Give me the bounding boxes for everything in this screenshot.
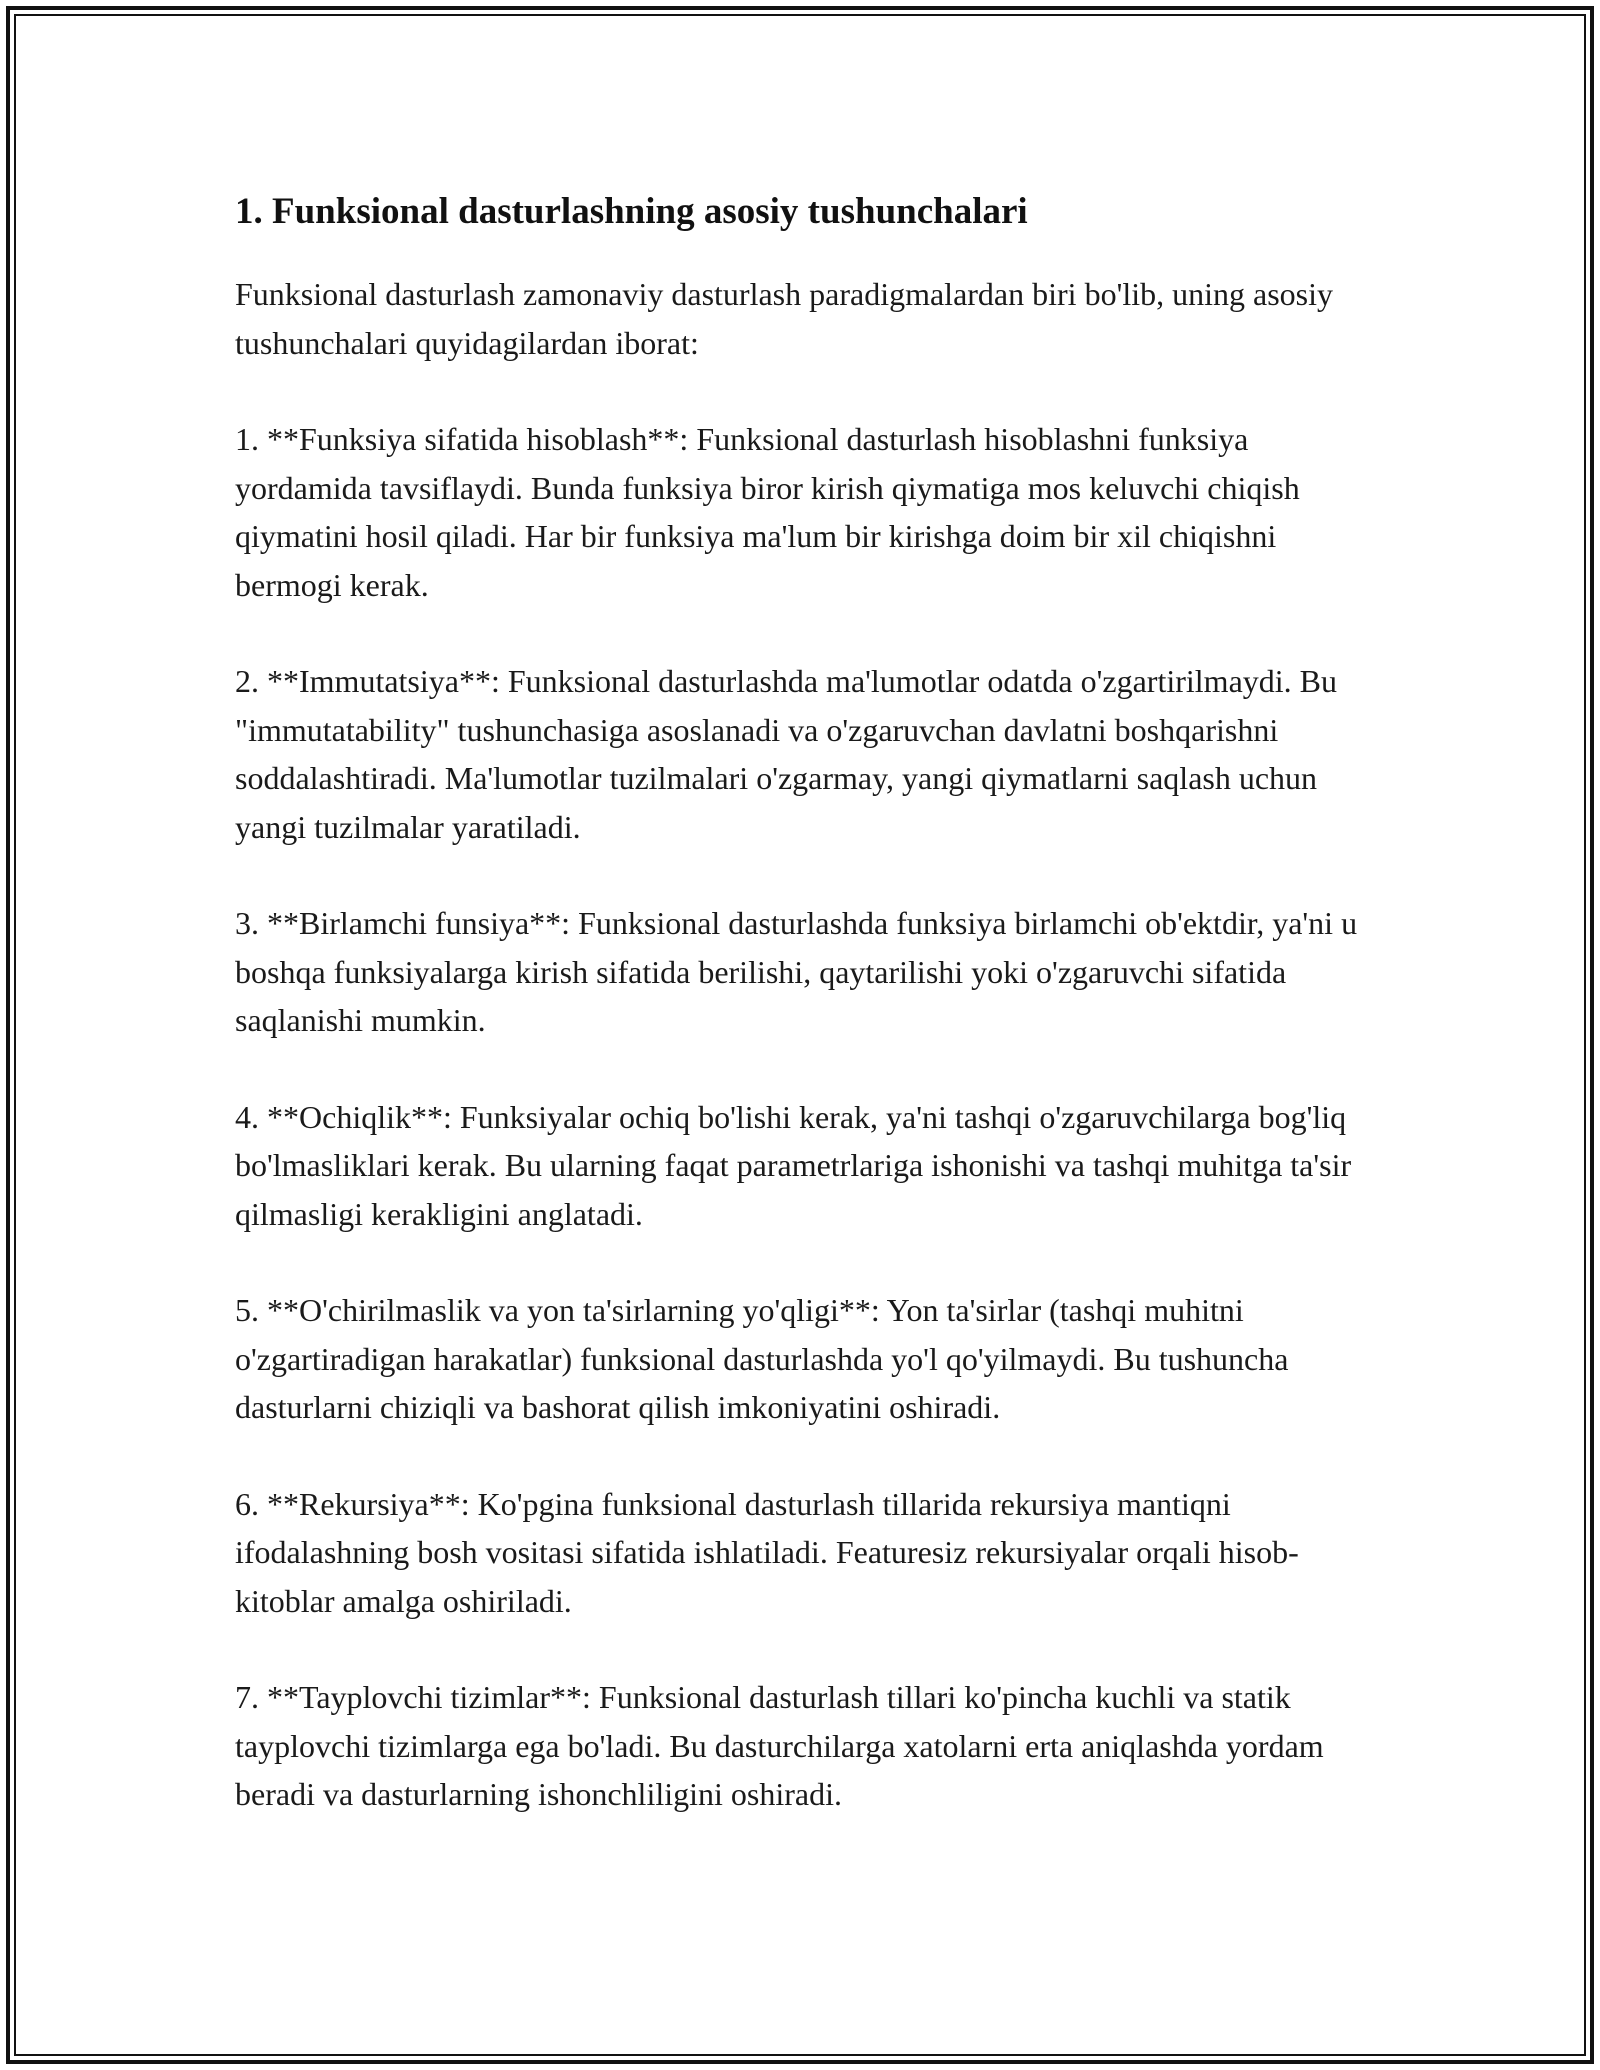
- item-paragraph-3: 3. **Birlamchi funsiya**: Funksional dasturlashda funksiya birlamchi ob'ektdir, ya'ni u boshqa funksiyalarga kirish sifatida berilishi, qaytarilishi yoki o'zgaruvchi sifatida saqlanishi mumkin.: [235, 905, 1358, 1038]
- document-heading: 1. Funksional dasturlashning asosiy tushunchalari: [235, 191, 1028, 232]
- intro-paragraph: Funksional dasturlash zamonaviy dasturlash paradigmalardan biri bo'lib, uning asosiy tushunchalari quyidagilardan iborat:: [235, 276, 1333, 361]
- document-body: [235, 184, 1365, 1867]
- item-paragraph-5: 5. **O'chirilmaslik va yon ta'sirlarning yo'qligi**: Yon ta'sirlar (tashqi muhitni o'zgartiradigan harakatlar) funksional dasturlashda yo'l qo'yilmaydi. Bu tushuncha dasturlarni chiziqli va bashorat qilish imkoniyatini oshiradi.: [235, 1292, 1289, 1425]
- item-paragraph-6: 6. **Rekursiya**: Ko'pgina funksional dasturlash tillarida rekursiya mantiqni ifodalashning bosh vositasi sifatida ishlatiladi. Featuresiz rekursiyalar orqali hisob-kitoblar amalga oshiriladi.: [235, 1485, 1299, 1619]
- item-paragraph-4: 4. **Ochiqlik**: Funksiyalar ochiq bo'lishi kerak, ya'ni tashqi o'zgaruvchilarga bog'liq bo'lmasliklari kerak. Bu ularning faqat parametrlariga ishonishi va tashqi muhitga ta'sir qilmasligi kerakligini anglatadi.: [235, 1098, 1352, 1232]
- item-paragraph-7: 7. **Tayplovchi tizimlar**: Funksional dasturlash tillari ko'pincha kuchli va statik tayplovchi tizimlarga ega bo'ladi. Bu dasturchilarga xatolarni erta aniqlashda yordam beradi va dasturlarning ishonchliligini oshiradi.: [235, 1679, 1324, 1812]
- item-paragraph-1: 1. **Funksiya sifatida hisoblash**: Funksional dasturlash hisoblashni funksiya yordamida tavsiflaydi. Bunda funksiya biror kirish qiymatiga mos keluvchi chiqish qiymatini hosil qiladi. Har bir funksiya ma'lum bir kirishga doim bir xil chiqishni bermogi kerak.: [235, 421, 1300, 603]
- item-paragraph-2: 2. **Immutatsiya**: Funksional dasturlashda ma'lumotlar odatda o'zgartirilmaydi. Bu "immutatability" tushunchasiga asoslanadi va o'zgaruvchan davlatni boshqarishni soddalashtiradi. Ma'lumotlar tuzilmalari o'zgarmay, yangi qiymatlarni saqlash uchun yangi tuzilmalar yaratiladi.: [235, 663, 1337, 845]
